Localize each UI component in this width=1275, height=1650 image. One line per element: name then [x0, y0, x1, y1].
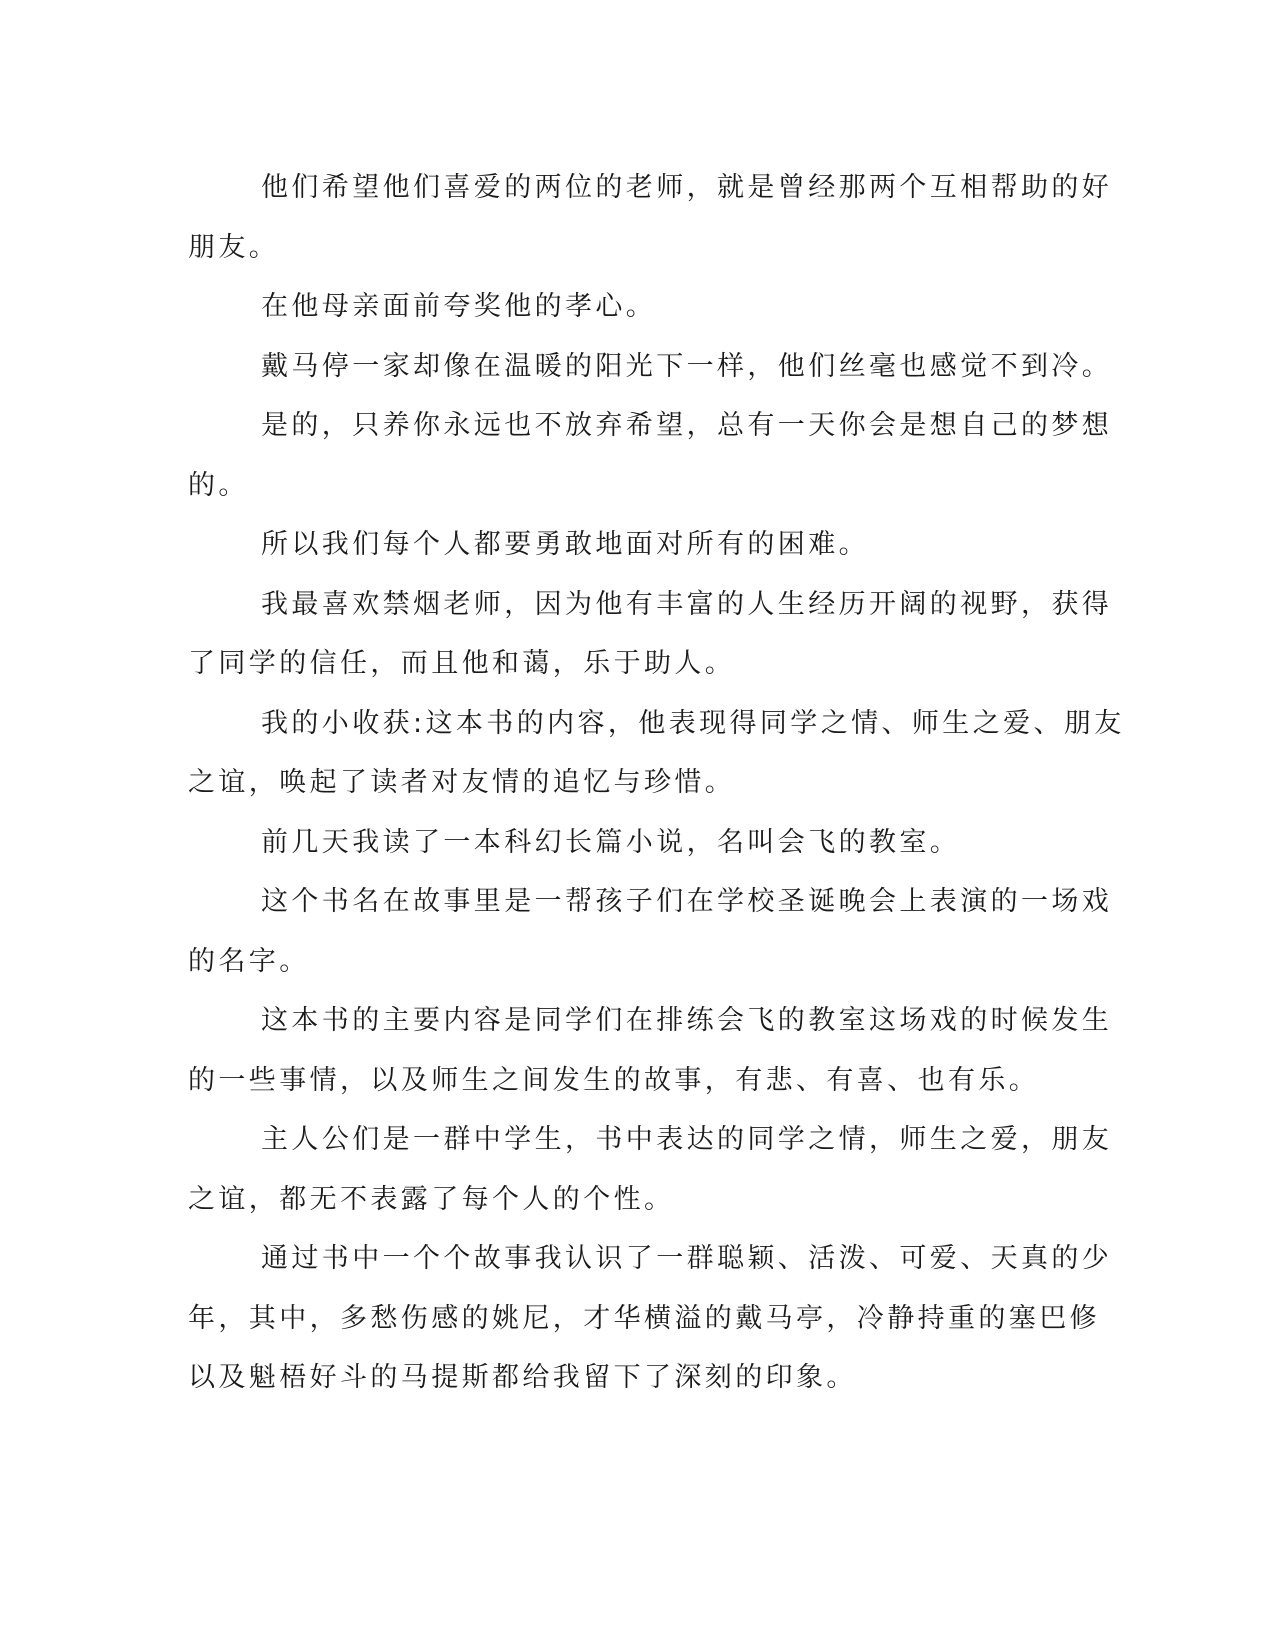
text-line: 主人公们是一群中学生，书中表达的同学之情，师生之爱，朋友 — [261, 1124, 1113, 1155]
text-line: 之谊，唤起了读者对友情的追忆与珍惜。 — [188, 767, 736, 798]
text-line: 是的，只养你永远也不放弃希望，总有一天你会是想自己的梦想 — [261, 410, 1113, 441]
text-line: 的。 — [188, 469, 249, 501]
paragraph — [188, 515, 1050, 575]
text-line: 的一些事情，以及师生之间发生的故事，有悲、有喜、也有乐。 — [188, 1064, 1040, 1096]
paragraph — [188, 337, 1113, 397]
text-line: 他们希望他们喜爱的两位的老师，就是曾经那两个互相帮助的好 — [261, 172, 1113, 203]
paragraph — [188, 991, 1113, 1110]
text-line: 朋友。 — [188, 231, 280, 263]
text-line: 了同学的信任，而且他和蔼，乐于助人。 — [188, 648, 736, 679]
text-line: 年，其中，多愁伤感的姚尼，才华横溢的戴马亭，冷静持重的塞巴修 — [188, 1302, 1100, 1334]
text-line: 通过书中一个个故事我认识了一群聪颖、活泼、可爱、天真的少 — [261, 1243, 1113, 1274]
paragraph — [188, 872, 1113, 991]
text-line: 在他母亲面前夸奖他的孝心。 — [261, 291, 657, 322]
text-line: 这个书名在故事里是一帮孩子们在学校圣诞晚会上表演的一场戏 — [261, 886, 1113, 917]
document-body — [188, 158, 1125, 1408]
paragraph — [188, 1110, 1113, 1229]
text-line: 的名字。 — [188, 945, 310, 977]
paragraph — [188, 277, 1050, 337]
text-line: 前几天我读了一本科幻长篇小说，名叫会飞的教室。 — [261, 826, 961, 858]
text-line: 之谊，都无不表露了每个人的个性。 — [188, 1183, 675, 1215]
paragraph — [188, 575, 1113, 694]
text-line: 这本书的主要内容是同学们在排练会飞的教室这场戏的时候发生 — [261, 1005, 1113, 1036]
text-line: 戴马停一家却像在温暖的阳光下一样，他们丝毫也感觉不到冷。 — [261, 350, 1113, 382]
paragraph — [188, 396, 1113, 515]
text-line: 所以我们每个人都要勇敢地面对所有的困难。 — [261, 529, 869, 560]
text-line: 以及魁梧好斗的马提斯都给我留下了深刻的印象。 — [188, 1362, 857, 1393]
paragraph — [188, 1229, 1113, 1408]
text-line: 我的小收获:这本书的内容，他表现得同学之情、师生之爱、朋友 — [261, 707, 1125, 739]
paragraph — [188, 694, 1125, 813]
text-line: 我最喜欢禁烟老师，因为他有丰富的人生经历开阔的视野，获得 — [261, 588, 1113, 620]
paragraph — [188, 158, 1113, 277]
paragraph — [188, 813, 1050, 873]
